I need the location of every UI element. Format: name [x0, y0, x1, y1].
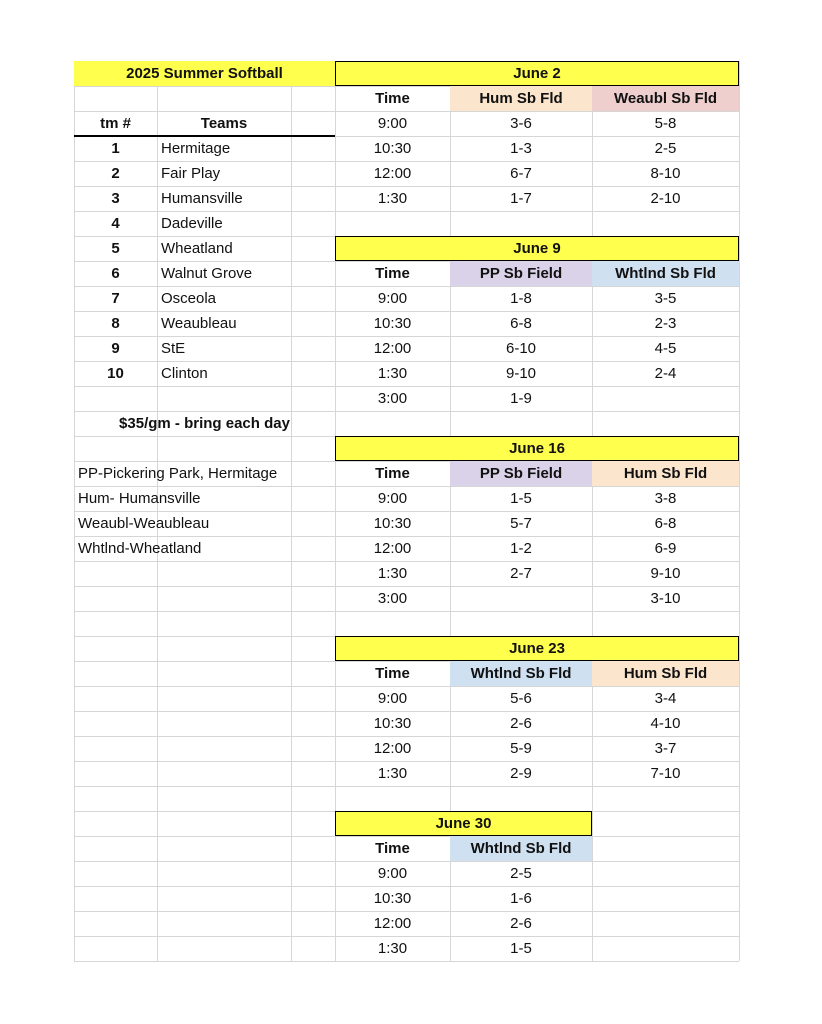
- team-number: 6: [111, 265, 120, 282]
- fee-note: $35/gm - bring each day: [119, 415, 290, 432]
- game-matchup: 1-8: [510, 290, 532, 307]
- team-name: Osceola: [161, 290, 217, 307]
- game-matchup: 1-6: [510, 890, 532, 907]
- game-matchup: 2-9: [510, 765, 532, 782]
- game-matchup: 6-8: [654, 515, 677, 532]
- game-matchup: 2-3: [654, 315, 677, 332]
- game-matchup: 1-5: [510, 940, 532, 957]
- team-number: 2: [111, 165, 120, 182]
- game-time: 9:00: [377, 865, 408, 882]
- team-number: 3: [111, 190, 120, 207]
- grid-col-line-6: [739, 61, 740, 961]
- grid-row-line-29: [74, 786, 739, 787]
- field-header: Whtlnd Sb Fld: [450, 661, 592, 686]
- team-name: Hermitage: [161, 140, 231, 157]
- legend-item: Weaubl-Weaubleau: [78, 515, 210, 532]
- game-matchup: 3-10: [650, 590, 681, 607]
- time-column-header: Time: [375, 265, 410, 282]
- team-number-header: tm #: [100, 115, 131, 132]
- date-header: June 23: [335, 636, 739, 661]
- team-number: 4: [111, 215, 120, 232]
- game-time: 9:00: [377, 490, 408, 507]
- time-column-header: Time: [375, 665, 410, 682]
- game-matchup: 3-5: [654, 290, 677, 307]
- field-header: PP Sb Field: [450, 261, 592, 286]
- game-matchup: 2-7: [510, 565, 532, 582]
- game-time: 12:00: [373, 915, 412, 932]
- field-header: Hum Sb Fld: [592, 661, 739, 686]
- game-matchup: 2-6: [510, 915, 532, 932]
- date-header: June 9: [335, 236, 739, 261]
- game-matchup: 5-9: [510, 740, 532, 757]
- game-matchup: 1-5: [510, 490, 532, 507]
- game-time: 9:00: [377, 290, 408, 307]
- legend-item: Hum- Humansville: [78, 490, 201, 507]
- field-header: Whtlnd Sb Fld: [450, 836, 592, 861]
- game-matchup: 4-10: [650, 715, 681, 732]
- game-matchup: 2-4: [654, 365, 677, 382]
- game-matchup: 3-4: [654, 690, 677, 707]
- grid-row-line-36: [74, 961, 739, 962]
- legend-item: Whtlnd-Wheatland: [78, 540, 202, 557]
- game-matchup: 1-7: [510, 190, 532, 207]
- field-header: Whtlnd Sb Fld: [592, 261, 739, 286]
- game-matchup: 8-10: [650, 165, 681, 182]
- game-matchup: 6-10: [505, 340, 537, 357]
- team-name: StE: [161, 340, 186, 357]
- game-matchup: [592, 386, 739, 411]
- game-matchup: 5-8: [654, 115, 677, 132]
- team-name: Clinton: [161, 365, 208, 382]
- field-header: Weaubl Sb Fld: [592, 86, 739, 111]
- game-matchup: 3-6: [510, 115, 532, 132]
- game-matchup: [450, 586, 592, 611]
- team-name: Weaubleau: [161, 315, 237, 332]
- game-time: 10:30: [373, 715, 412, 732]
- team-number: 1: [111, 140, 120, 157]
- team-name: Fair Play: [161, 165, 221, 182]
- game-matchup: 7-10: [650, 765, 681, 782]
- game-time: 1:30: [377, 365, 408, 382]
- schedule-sheet: [74, 61, 739, 961]
- team-name: Walnut Grove: [161, 265, 253, 282]
- time-column-header: Time: [375, 90, 410, 107]
- game-time: 10:30: [373, 515, 412, 532]
- game-matchup: 3-8: [654, 490, 677, 507]
- team-name-header: Teams: [200, 115, 248, 132]
- game-time: 12:00: [373, 165, 412, 182]
- game-matchup: 5-6: [510, 690, 532, 707]
- date-header: June 2: [335, 61, 739, 86]
- team-number: 9: [111, 340, 120, 357]
- game-matchup: 9-10: [650, 565, 681, 582]
- game-time: 1:30: [377, 940, 408, 957]
- game-matchup: 2-5: [654, 140, 677, 157]
- game-matchup: 1-9: [510, 390, 532, 407]
- game-matchup: 5-7: [510, 515, 532, 532]
- game-matchup: 6-7: [510, 165, 532, 182]
- game-time: 10:30: [373, 890, 412, 907]
- game-matchup: 4-5: [654, 340, 677, 357]
- game-matchup: 2-5: [510, 865, 532, 882]
- game-matchup: 6-9: [654, 540, 677, 557]
- field-header: Hum Sb Fld: [450, 86, 592, 111]
- time-column-header: Time: [375, 840, 410, 857]
- game-time: 1:30: [377, 765, 408, 782]
- time-column-header: Time: [375, 465, 410, 482]
- game-time: 12:00: [373, 740, 412, 757]
- date-header: June 16: [335, 436, 739, 461]
- field-header: Hum Sb Fld: [592, 461, 739, 486]
- game-matchup: 6-8: [510, 315, 532, 332]
- page-title: 2025 Summer Softball: [74, 61, 335, 86]
- game-time: 10:30: [373, 140, 412, 157]
- team-number: 7: [111, 290, 120, 307]
- game-time: 10:30: [373, 315, 412, 332]
- team-number: 8: [111, 315, 120, 332]
- game-time: 12:00: [373, 540, 412, 557]
- team-name: Dadeville: [161, 215, 223, 232]
- team-name: Wheatland: [161, 240, 233, 257]
- grid-row-line-22: [74, 611, 739, 612]
- game-time: 12:00: [373, 340, 412, 357]
- game-time: 3:00: [377, 390, 408, 407]
- game-matchup: 3-7: [654, 740, 677, 757]
- game-time: 1:30: [377, 565, 408, 582]
- game-matchup: 1-3: [510, 140, 532, 157]
- team-number: 5: [111, 240, 120, 257]
- game-matchup: 2-10: [650, 190, 681, 207]
- game-matchup: 2-6: [510, 715, 532, 732]
- team-number: 10: [107, 365, 124, 382]
- game-time: 9:00: [377, 690, 408, 707]
- team-name: Humansville: [161, 190, 243, 207]
- legend-item: PP-Pickering Park, Hermitage: [78, 465, 278, 482]
- game-matchup: 9-10: [505, 365, 537, 382]
- game-time: 1:30: [377, 190, 408, 207]
- game-matchup: 1-2: [510, 540, 532, 557]
- game-time: 3:00: [377, 590, 408, 607]
- field-header: PP Sb Field: [450, 461, 592, 486]
- game-time: 9:00: [377, 115, 408, 132]
- date-header: June 30: [335, 811, 592, 836]
